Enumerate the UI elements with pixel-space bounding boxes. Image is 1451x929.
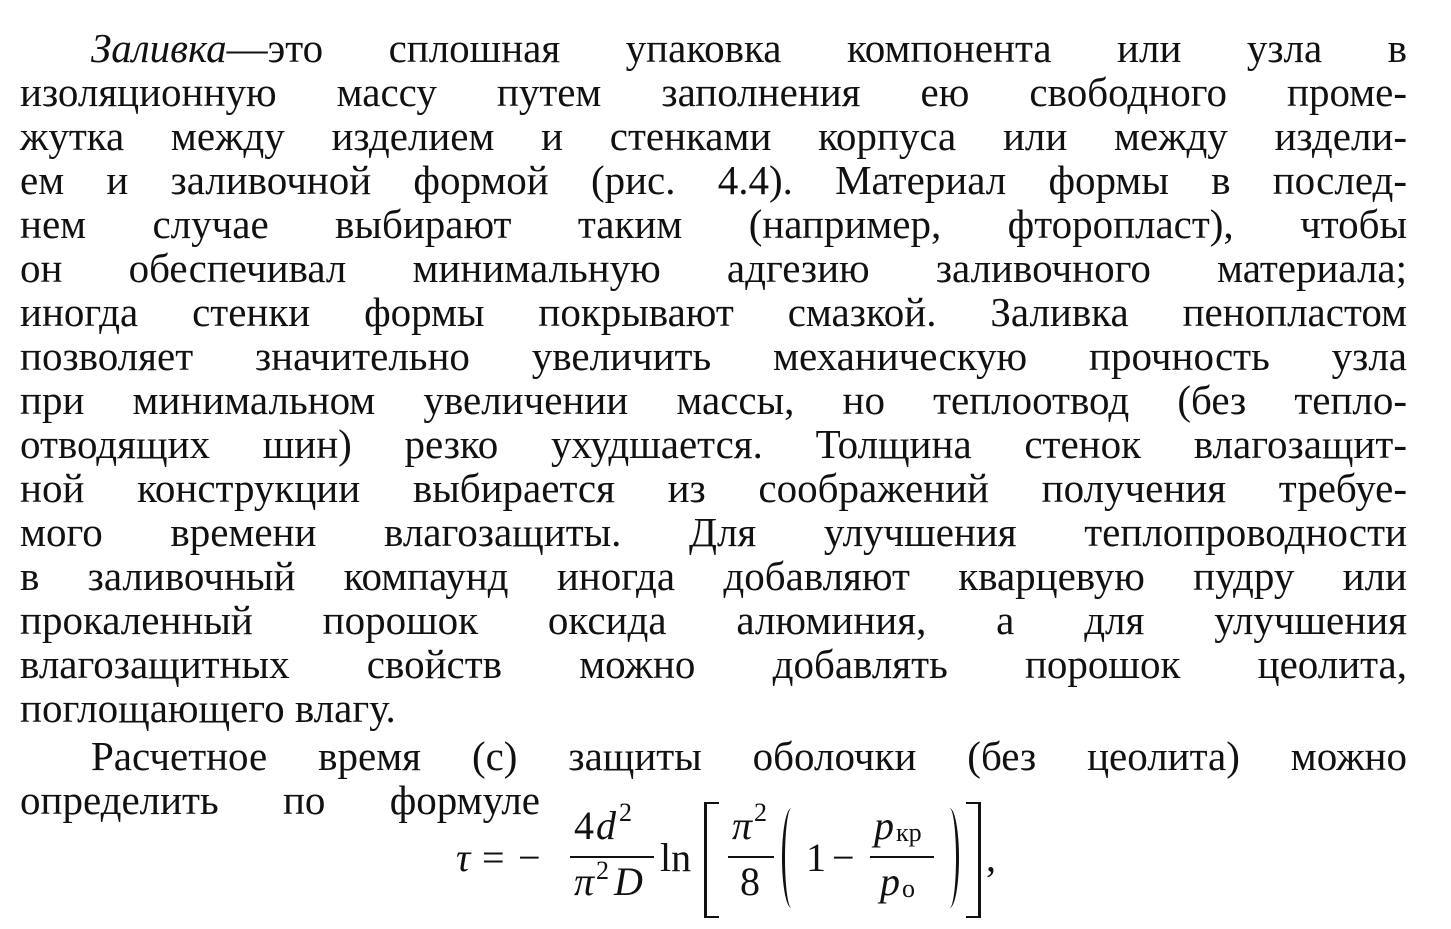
formula-den-pi: π [574, 859, 595, 904]
paragraph-line: иногда стенки формы покрывают смазкой. Заливка пенопластом [20, 289, 1407, 335]
formula-num-var: d [596, 803, 616, 848]
paragraph-line [91, 26, 1407, 70]
paragraph-line: ной конструкции выбирается из соображений получения требуе- [20, 465, 1407, 511]
paragraph-line: мого времени влагозащиты. Для улучшения теплопроводности [20, 509, 1407, 555]
dash: — [226, 25, 268, 71]
first-line-text: это сплошная упаковка компонента или узла в [267, 25, 1407, 71]
paragraph-line: влагозащитных свойств можно добавлять порошок цеолита, [20, 641, 1407, 687]
paragraph-line: жутка между изделием и стенками корпуса или между издели- [20, 113, 1407, 159]
paragraph-line: позволяет значительно увеличить механическую прочность узла [20, 333, 1407, 379]
paragraph-line: в заливочный компаунд иногда добавляют кварцевую пудру или [20, 553, 1407, 599]
paragraph2-line: Расчетное время (с) защиты оболочки (без цеолита) можно [91, 733, 1407, 779]
term-zalivka: Заливка [91, 25, 227, 71]
formula-ln: ln [660, 835, 692, 880]
formula-num-coef: 4 [574, 803, 594, 848]
formula-den-var: D [614, 859, 643, 904]
paragraph-line: он обеспечивал минимальную адгезию заливочного материала; [20, 245, 1407, 291]
formula-right-paren [940, 808, 959, 908]
formula-right-bracket [966, 802, 981, 918]
formula [456, 798, 1016, 922]
formula-den-exp: 2 [596, 856, 609, 885]
paragraph-line: при минимальном увеличении массы, но теплоотвод (без тепло- [20, 377, 1407, 423]
formula-tau: τ [456, 835, 471, 880]
formula-one: 1 [806, 835, 826, 880]
formula-comma: , [986, 835, 996, 880]
formula-left-paren [782, 808, 801, 908]
formula-minus2: − [832, 835, 855, 880]
formula-minus: − [518, 835, 541, 880]
formula-p-den-sub: o [902, 874, 915, 903]
formula-p-den: p [880, 859, 900, 904]
formula-p-num-sub: кр [896, 818, 922, 847]
formula-equals: = [482, 835, 505, 880]
formula-inner-num: π [732, 803, 753, 848]
paragraph-last-line: поглощающего влагу. [20, 685, 396, 731]
formula-inner-num-exp: 2 [754, 798, 767, 827]
paragraph2-line: определить по формуле [20, 777, 540, 823]
paragraph-line: ем и заливочной формой (рис. 4.4). Материал формы в послед- [20, 157, 1407, 203]
formula-inner-den: 8 [740, 859, 760, 904]
paragraph-line: отводящих шин) резко ухудшается. Толщина стенок влагозащит- [20, 421, 1407, 467]
paragraph-line: нем случае выбирают таким (например, фторопласт), чтобы [20, 201, 1407, 247]
formula-left-bracket [704, 802, 719, 918]
paragraph-line: прокаленный порошок оксида алюминия, а для улучшения [20, 597, 1407, 643]
formula-p-num: p [874, 803, 894, 848]
paragraph-line: изоляционную массу путем заполнения ею свободного проме- [20, 69, 1407, 115]
formula-num-exp: 2 [619, 798, 632, 827]
